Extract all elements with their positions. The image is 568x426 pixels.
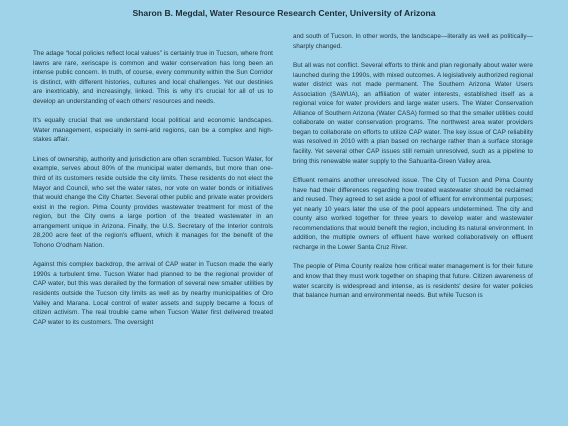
paragraph: The adage “local policies reflect local values” is certainly true in Tucson, where front lawns are rare, xeriscape is common and water conservation has long been an intense public concern. In truth, of course, every community within the Sun Corridor is distinct, with different histories, cultures and local challenges. Yet our destinies are inextricably, and increasingly, linked. This is why it's crucial for all of us to develop an understanding of each others' resources and needs. <box>33 50 273 105</box>
paragraph: Against this complex backdrop, the arrival of CAP water in Tucson made the early 1990s a turbulent time. Tucson Water had planned to be the regional provider of CAP water, but this was derailed by the formation of several new smaller utilities by residents outside the Tucson city limits as well as by nearby municipalities of Oro Valley and Marana. Local control of water assets and supply became a focus of citizen activism. The real trouble came when Tucson Water first delivered treated CAP water to its customers. The oversight <box>33 261 273 326</box>
right-column <box>293 33 533 337</box>
paragraph: But all was not conflict. Several efforts to think and plan regionally about water were launched during the 1990s, with mixed outcomes. A legislatively authorized regional water district was not made permanent. The Southern Arizona Water Users Association (SAWUA), an affiliation of water interests, established itself as a regional voice for water providers and large water users. The Water Conservation Alliance of Southern Arizona (Water CASA) formed so that the smaller utilities could collaborate on water conservation programs. The northwest area water providers began to collaborate on efforts to utilize CAP water. The key issue of CAP reliability was resolved in 2010 with a plan based on recharge rather than a surface storage facility. Yet several other CAP issues still remain unresolved, such as a pipeline to bring this renewable water supply to the Sahuarita-Green Valley area. <box>293 62 533 165</box>
paragraph: Lines of ownership, authority and jurisdiction are often scrambled. Tucson Water, for example, serves about 80% of the municipal water demands, but more than one-third of its customers reside outside the city limits. These residents do not elect the Mayor and Council, who set the water rates, nor vote on water bonds or initiatives that would change the City Charter. Several other public and private water providers exist in the region. Pima County provides wastewater treatment for most of the region, but the City owns a large portion of the treated wastewater in an arrangement unique in Arizona. Finally, the U.S. Secretary of the Interior controls 28,200 acre feet of the region's effluent, which it manages for the benefit of the Tohono O'odham Nation. <box>33 155 273 249</box>
paragraph: Effluent remains another unresolved issue. The City of Tucson and Pima County have had their differences regarding how treated wastewater should be reclaimed and reused. They agreed to set aside a pool of effluent for environmental purposes; yet nearly 10 years later the use of the pool appears undetermined. The city and county also worked together for three years to develop water and wastewater recommendations that would benefit the region, including its natural environment. In addition, the multiple owners of effluent have worked collaboratively on effluent recharge in the Lower Santa Cruz River. <box>293 177 533 251</box>
paragraph: It's equally crucial that we understand local political and economic landscapes. Water management, especially in semi-arid regions, can be a complex and high-stakes affair. <box>33 117 273 144</box>
paragraph-continued: and south of Tucson. In other words, the landscape—literally as well as politically—sharply changed. <box>293 33 533 50</box>
paragraph: The people of Pima County realize how critical water management is for their future and know that they must work together on shaping that future. Citizen awareness of water scarcity is widespread and intense, as is residents' desire for water policies that balance human and environmental needs. But while Tucson is <box>293 263 533 300</box>
article-body <box>33 33 533 337</box>
left-column <box>33 49 273 337</box>
byline: Sharon B. Megdal, Water Resource Research Center, University of Arizona <box>132 8 436 18</box>
